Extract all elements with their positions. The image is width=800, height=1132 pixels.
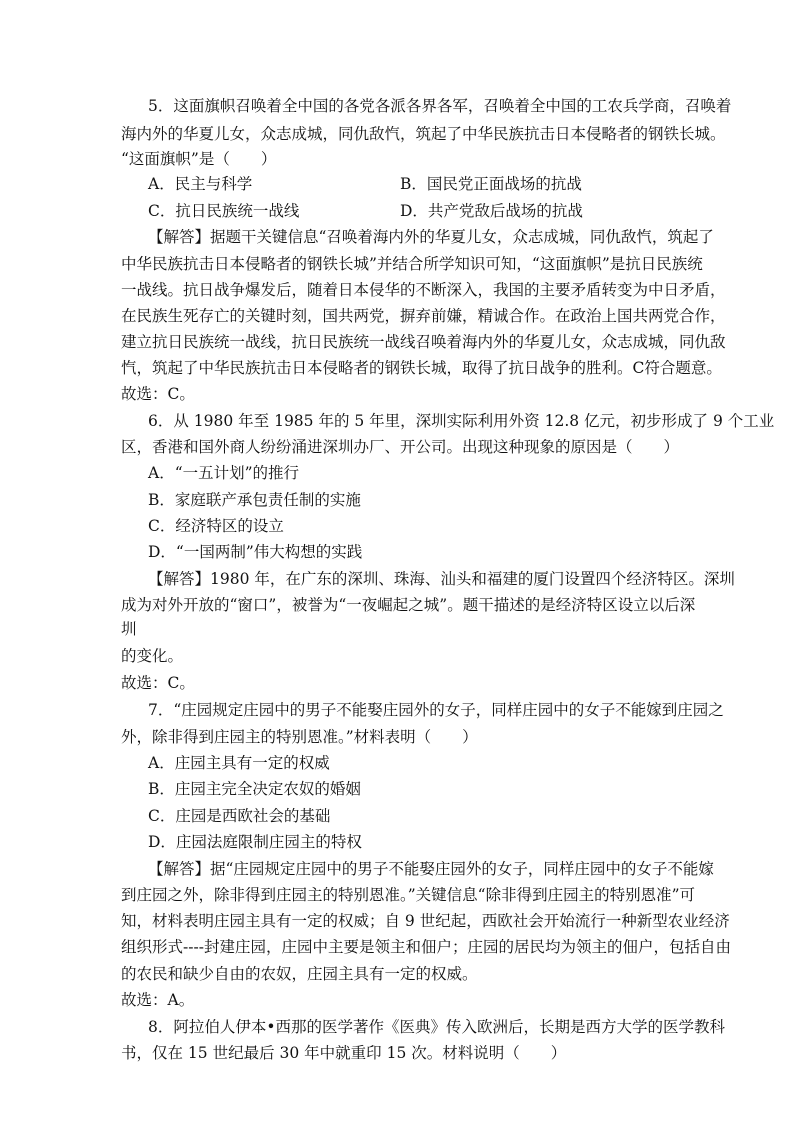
- q8-stem-line-2: 书，仅在 15 世纪最后 30 年中就重印 15 次。材料说明（ ）: [121, 1044, 567, 1062]
- q5-analysis-line-4: 在民族生死存亡的关键时刻，国共两党，摒弃前嫌，精诚合作。在政治上国共两党合作，: [121, 307, 726, 325]
- q7-analysis-line-4: 组织形式----封建庄园，庄园中主要是领主和佃户；庄园的居民均为领主的佃户，包括自由: [121, 938, 731, 956]
- q5-analysis-line-5: 建立抗日民族统一战线，抗日民族统一战线召唤着海内外的华夏儿女，众志成城，同仇敌: [121, 333, 726, 351]
- q6-answer: 故选：C。: [121, 674, 195, 692]
- q5-analysis-line-1: 【解答】据题干关键信息“召唤着海内外的华夏儿女，众志成城，同仇敌忾，筑起了: [148, 228, 714, 246]
- q6-analysis-line-3: 圳: [121, 620, 137, 638]
- q7-analysis-line-5: 的农民和缺少自由的农奴，庄园主具有一定的权威。: [121, 965, 478, 983]
- q7-answer: 故选：A。: [121, 991, 195, 1009]
- q7-option-d: D．庄园法庭限制庄园主的特权: [148, 833, 362, 851]
- q7-analysis-line-2: 到庄园之外，除非得到庄园主的特别恩准。”关键信息“除非得到庄园主的特别恩准”可: [121, 886, 696, 904]
- q5-analysis-line-3: 一战线。抗日战争爆发后，随着日本侵华的不断深入，我国的主要矛盾转变为中日矛盾，: [121, 281, 726, 299]
- q7-option-a: A．庄园主具有一定的权威: [148, 754, 330, 772]
- q7-analysis-line-1: 【解答】据“庄园规定庄园中的男子不能娶庄园外的女子，同样庄园中的女子不能嫁: [148, 860, 714, 878]
- q6-stem-line-1: 6．从 1980 年至 1985 年的 5 年里，深圳实际利用外资 12.8 亿元，初步形成了 9 个工业: [148, 412, 775, 430]
- q5-stem-line-2: 海内外的华夏儿女，众志成城，同仇敌忾，筑起了中华民族抗击日本侵略者的钢铁长城。: [121, 125, 726, 143]
- q5-stem-line-3: “这面旗帜”是（ ）: [121, 150, 277, 168]
- q6-option-d: D．“一国两制”伟大构想的实践: [148, 543, 363, 561]
- q7-option-b: B．庄园主完全决定农奴的婚姻: [148, 780, 361, 798]
- q5-option-a: A．民主与科学: [148, 175, 253, 193]
- q6-analysis-line-4: 的变化。: [121, 647, 184, 665]
- q6-analysis-line-1: 【解答】1980 年，在广东的深圳、珠海、汕头和福建的厦门设置四个经济特区。深圳: [148, 570, 735, 588]
- q7-option-c: C．庄园是西欧社会的基础: [148, 807, 331, 825]
- q6-stem-line-2: 区，香港和国外商人纷纷涌进深圳办厂、开公司。出现这种现象的原因是（ ）: [121, 438, 680, 456]
- q5-analysis-line-6: 忾，筑起了中华民族抗击日本侵略者的钢铁长城，取得了抗日战争的胜利。C符合题意。: [121, 359, 722, 377]
- q5-option-c: C．抗日民族统一战线: [148, 202, 300, 220]
- q5-answer: 故选：C。: [121, 385, 195, 403]
- q7-stem-line-2: 外，除非得到庄园主的特别恩准。”材料表明（ ）: [121, 728, 478, 746]
- q6-option-a: A．“一五计划”的推行: [148, 464, 300, 482]
- q6-option-b: B．家庭联产承包责任制的实施: [148, 491, 361, 509]
- q5-analysis-line-2: 中华民族抗击日本侵略者的钢铁长城”并结合所学知识可知，“这面旗帜”是抗日民族统: [121, 255, 703, 273]
- q7-analysis-line-3: 知，材料表明庄园主具有一定的权威；自 9 世纪起，西欧社会开始流行一种新型农业经济: [121, 912, 730, 930]
- q6-analysis-line-2: 成为对外开放的“窗口”，被誉为“一夜崛起之城”。题干描述的是经济特区设立以后深: [121, 596, 696, 614]
- q5-option-b: B．国民党正面战场的抗战: [400, 175, 582, 193]
- q5-option-d: D．共产党敌后战场的抗战: [400, 202, 583, 220]
- q6-option-c: C．经济特区的设立: [148, 517, 284, 535]
- q8-stem-line-1: 8．阿拉伯人伊本•西那的医学著作《医典》传入欧洲后，长期是西方大学的医学教科: [148, 1018, 726, 1036]
- q7-stem-line-1: 7．“庄园规定庄园中的男子不能娶庄园外的女子，同样庄园中的女子不能嫁到庄园之: [148, 701, 724, 719]
- q5-stem-line-1: 5．这面旗帜召唤着全中国的各党各派各界各军，召唤着全中国的工农兵学商，召唤着: [148, 97, 732, 115]
